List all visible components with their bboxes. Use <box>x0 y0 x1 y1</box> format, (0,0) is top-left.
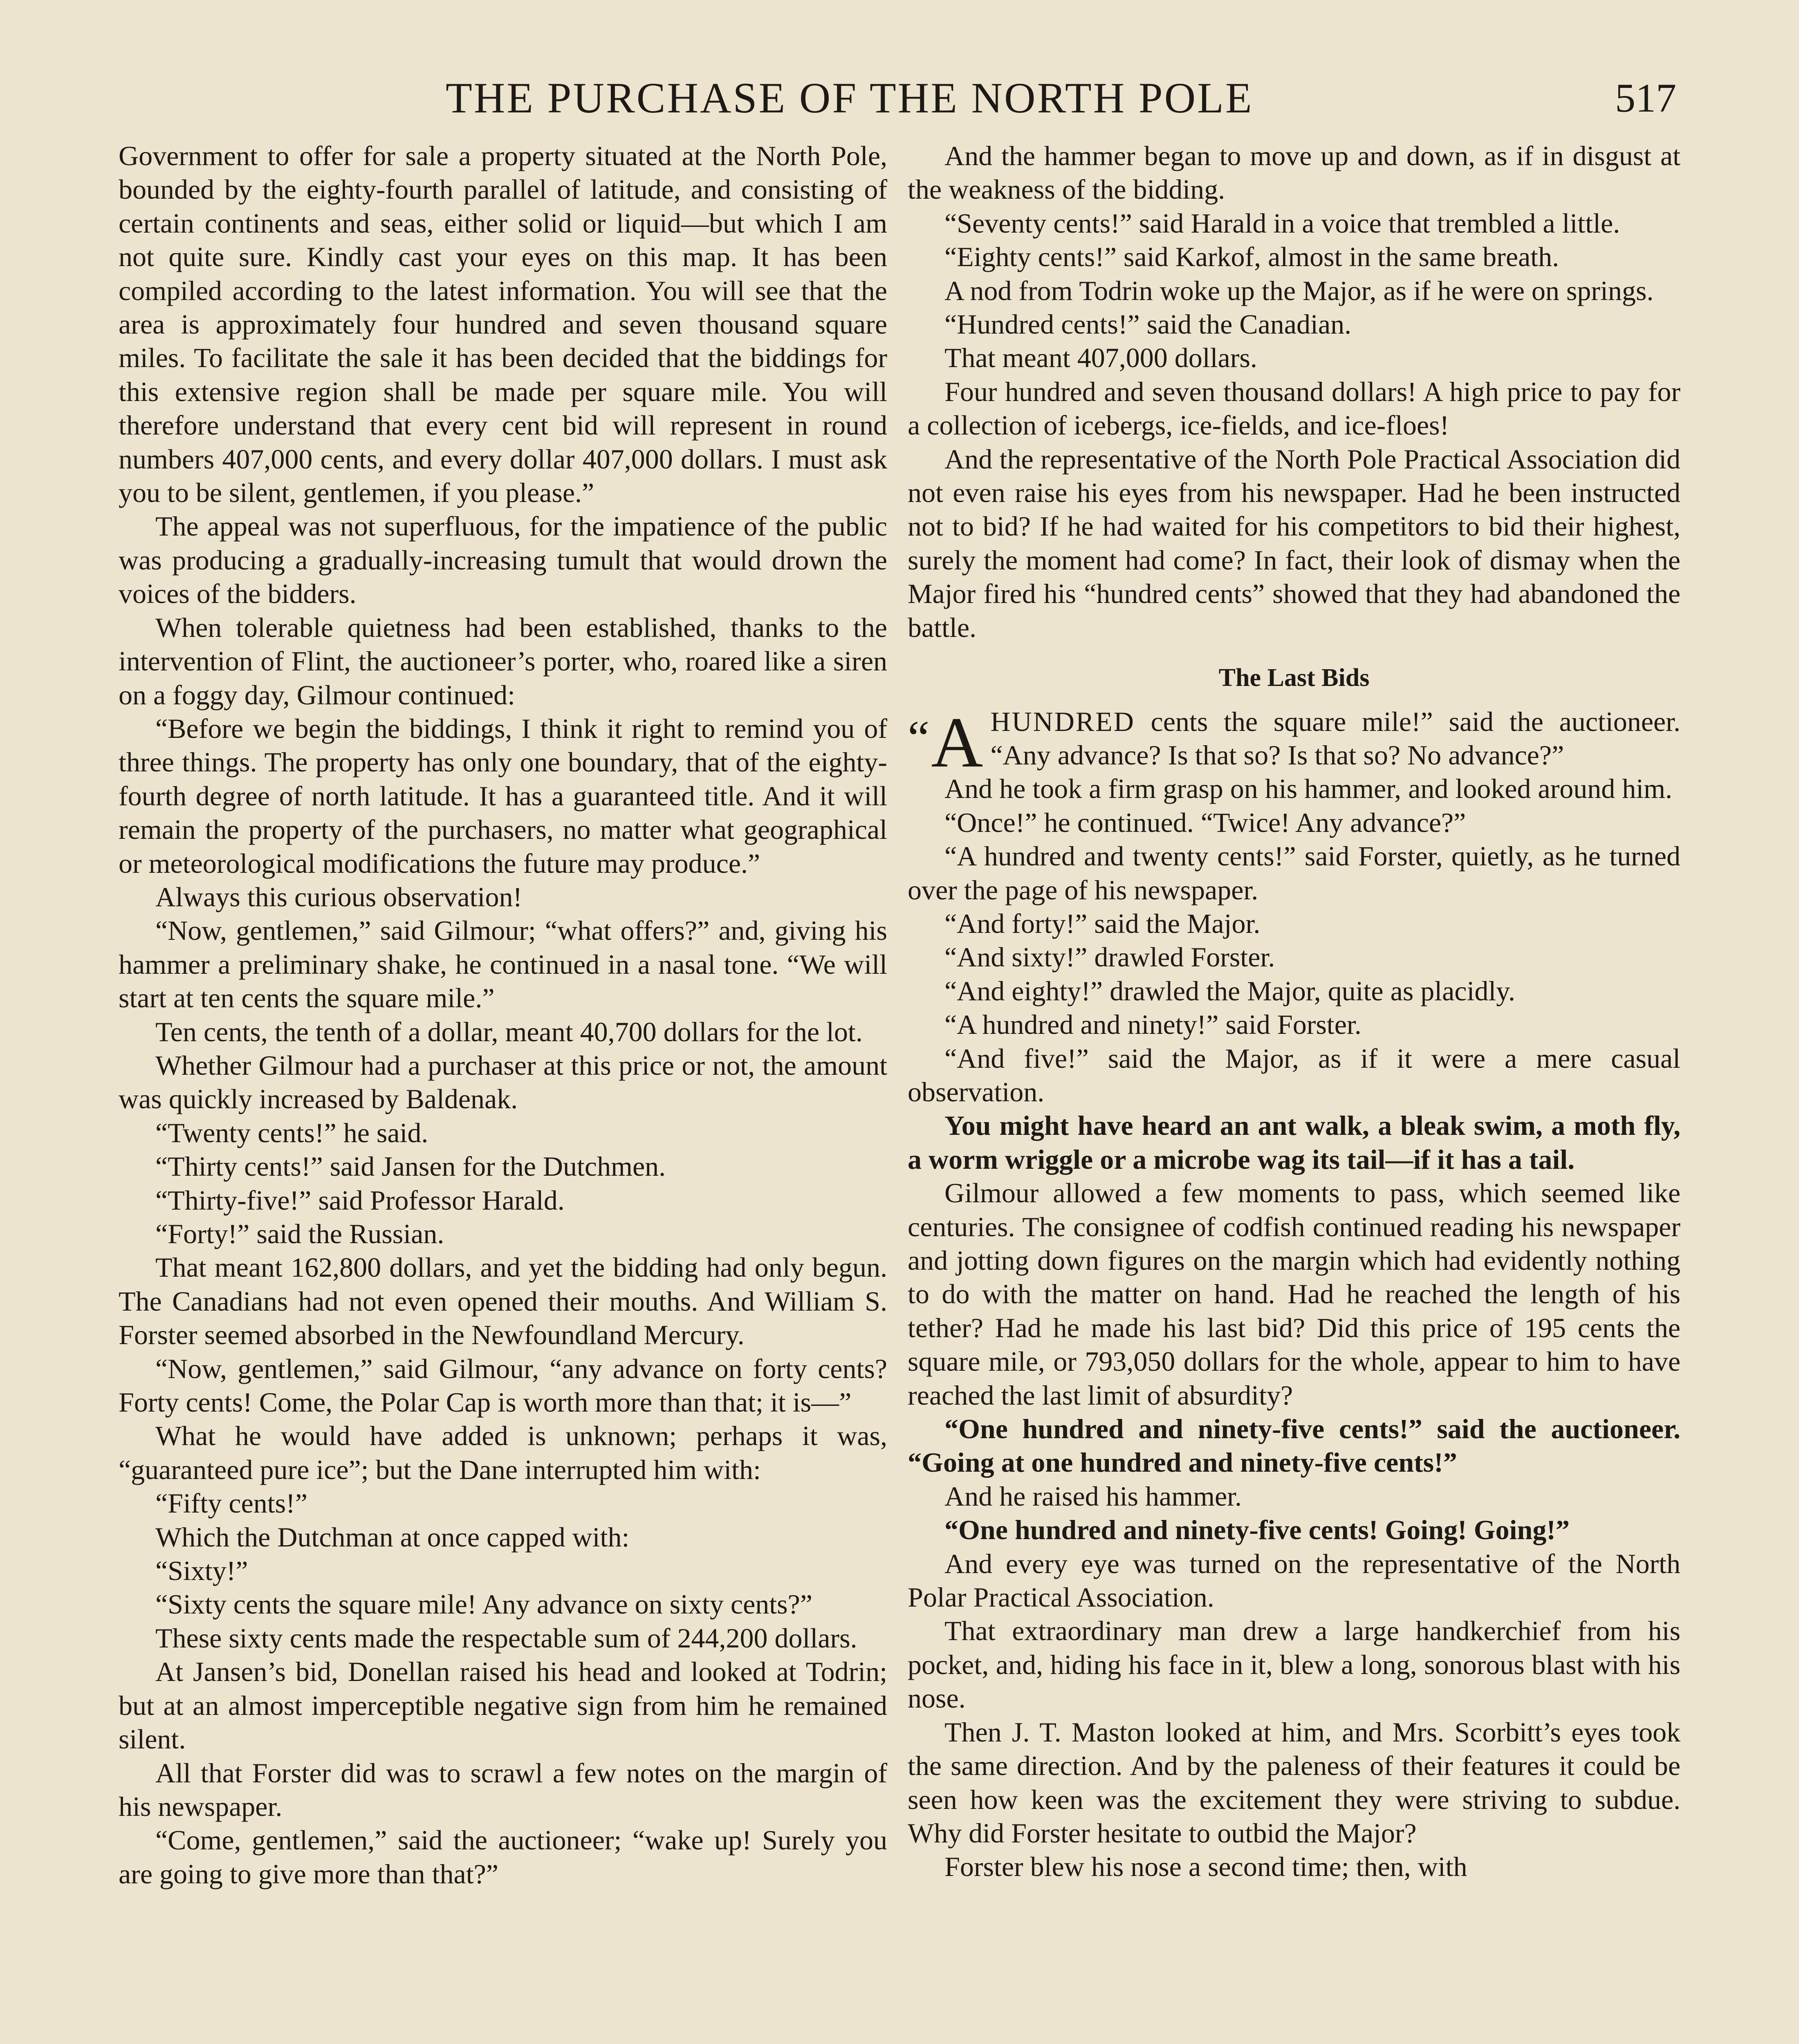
paragraph: These sixty cents made the respectable sum of 244,200 dollars. <box>155 1622 857 1654</box>
drop-cap-letter: A <box>931 702 983 782</box>
paragraph: Government to offer for sale a property situated at the North Pole, bounded by the eighty-fourth parallel of latitude, and consisting of certain continents and seas, either solid or liquid—but which I am not quite sure. Kindly cast your eyes on this map. It has been compiled according to the latest information. You will see that the area is approximately four hundred and seven thousand square miles. To facilitate the sale it has been decided that the biddings for this extensive region shall be made per square mile. You will therefore understand that every cent bid will represent in round numbers 407,000 cents, and every dollar 407,000 dollars. I must ask you to be silent, gentlemen, if you please.” <box>119 140 887 509</box>
section-heading: The Last Bids <box>1218 664 1370 692</box>
paragraph: Forster blew his nose a second time; then, with <box>944 1851 1467 1883</box>
paragraph: And he raised his hammer. <box>944 1480 1242 1512</box>
paragraph: That meant 162,800 dollars, and yet the bidding had only begun. The Canadians had not even opened their mouths. And William S. Forster seemed absorbed in the Newfoundland Mercury. <box>119 1252 887 1351</box>
paragraph: “One hundred and ninety-five cents! Going! Going!” <box>944 1514 1570 1546</box>
paragraph: Four hundred and seven thousand dollars! A high price to pay for a collection of icebergs, ice-fields, and ice-floes! <box>908 376 1680 441</box>
lead-word: HUNDRED <box>990 706 1135 737</box>
drop-cap-rest: cents the square mile!” said the auctioneer. “Any advance? Is that so? Is that so? No advance?” <box>990 706 1680 771</box>
paragraph: A nod from Todrin woke up the Major, as if he were on springs. <box>944 275 1654 306</box>
paragraph: Whether Gilmour had a purchaser at this price or not, the amount was quickly increased by Baldenak. <box>119 1049 887 1115</box>
paragraph: Which the Dutchman at once capped with: <box>155 1521 630 1553</box>
paragraph: “And sixty!” drawled Forster. <box>944 941 1275 973</box>
paragraph: That extraordinary man drew a large handkerchief from his pocket, and, hiding his face in it, blew a long, sonorous blast with his nose. <box>908 1615 1680 1714</box>
paragraph: “One hundred and ninety-five cents!” said the auctioneer. “Going at one hundred and ninety-five cents!” <box>908 1413 1680 1478</box>
paragraph: “A hundred and ninety!” said Forster. <box>944 1009 1362 1040</box>
paragraph: And the hammer began to move up and down, as if in disgust at the weakness of the bidding. <box>908 140 1680 205</box>
paragraph: You might have heard an ant walk, a bleak swim, a moth fly, a worm wriggle or a microbe wag its tail—if it has a tail. <box>908 1110 1680 1175</box>
left-column <box>119 139 887 1891</box>
paragraph: “Fifty cents!” <box>155 1488 307 1519</box>
paragraph: “Come, gentlemen,” said the auctioneer; “wake up! Surely you are going to give more than that?” <box>119 1824 887 1889</box>
paragraph: What he would have added is unknown; perhaps it was, “guaranteed pure ice”; but the Dane interrupted him with: <box>119 1420 887 1485</box>
paragraph: When tolerable quietness had been established, thanks to the intervention of Flint, the auctioneer’s porter, who, roared like a siren on a foggy day, Gilmour continued: <box>119 612 887 710</box>
paragraph: “Now, gentlemen,” said Gilmour; “what offers?” and, giving his hammer a preliminary shake, he continued in a nasal tone. “We will start at ten cents the square mile.” <box>119 915 887 1014</box>
paragraph: “Forty!” said the Russian. <box>155 1218 444 1249</box>
paragraph: And every eye was turned on the representative of the North Polar Practical Association. <box>908 1548 1680 1613</box>
paragraph: Gilmour allowed a few moments to pass, which seemed like centuries. The consignee of codfish continued reading his newspaper and jotting down figures on the margin which had evidently nothing to do with the matter on hand. Had he reached the length of his tether? Had he made his last bid? Did this price of 195 cents the square mile, or 793,050 dollars for the whole, appear to him to have reached the last limit of absurdity? <box>908 1177 1680 1411</box>
paragraph: “Once!” he continued. “Twice! Any advance?” <box>944 807 1466 838</box>
paragraph: “Thirty cents!” said Jansen for the Dutchmen. <box>155 1151 666 1182</box>
paragraph: And he took a firm grasp on his hammer, and looked around him. <box>944 773 1673 805</box>
right-column <box>908 139 1680 1884</box>
paragraph: “Hundred cents!” said the Canadian. <box>944 309 1352 340</box>
paragraph: That meant 407,000 dollars. <box>944 342 1257 374</box>
paragraph: “Twenty cents!” he said. <box>155 1117 428 1148</box>
paragraph: “And five!” said the Major, as if it were a mere casual observation. <box>908 1042 1680 1107</box>
paragraph: “And forty!” said the Major. <box>944 908 1261 939</box>
paragraph: “A hundred and twenty cents!” said Forster, quietly, as he turned over the page of his newspaper. <box>908 840 1680 905</box>
drop-cap <box>908 702 983 782</box>
paragraph: The appeal was not superfluous, for the impatience of the public was producing a gradually-increasing tumult that would drown the voices of the bidders. <box>119 511 887 610</box>
paragraph: And the representative of the North Pole Practical Association did not even raise his eyes from his newspaper. Had he been instructed not to bid? If he had waited for his competitors to bid their highest, surely the moment had come? In fact, their look of dismay when the Major fired his “hundred cents” showed that they had abandoned the battle. <box>908 443 1680 643</box>
page-title: THE PURCHASE OF THE NORTH POLE <box>446 74 1254 122</box>
paragraph: Always this curious observation! <box>155 881 523 912</box>
paragraph: “Eighty cents!” said Karkof, almost in the same breath. <box>944 241 1559 273</box>
paragraph: Ten cents, the tenth of a dollar, meant 40,700 dollars for the lot. <box>155 1016 863 1047</box>
paragraph: Then J. T. Maston looked at him, and Mrs. Scorbitt’s eyes took the same direction. And by the paleness of their features it could be seen how keen was the excitement they were striving to subdue. Why did Forster hesitate to outbid the Major? <box>908 1716 1680 1849</box>
paragraph: “Now, gentlemen,” said Gilmour, “any advance on forty cents? Forty cents! Come, the Polar Cap is worth more than that; it is—” <box>119 1353 887 1418</box>
paragraph: “Sixty!” <box>155 1555 248 1587</box>
paragraph: “Before we begin the biddings, I think it right to remind you of three things. The property has only one boundary, that of the eighty-fourth degree of north latitude. It has a guaranteed title. And it will remain the property of the purchasers, no matter what geographical or meteorological modifications the future may produce.” <box>119 713 887 879</box>
paragraph: “And eighty!” drawled the Major, quite as placidly. <box>944 975 1515 1006</box>
paragraph: “Thirty-five!” said Professor Harald. <box>155 1184 565 1216</box>
running-header <box>119 67 1676 137</box>
paragraph: “Seventy cents!” said Harald in a voice that trembled a little. <box>944 207 1620 239</box>
page-number: 517 <box>1615 75 1676 121</box>
drop-cap-quote: “ <box>908 710 930 765</box>
paragraph: All that Forster did was to scrawl a few notes on the margin of his newspaper. <box>119 1757 887 1822</box>
paragraph: “Sixty cents the square mile! Any advance on sixty cents?” <box>155 1589 812 1620</box>
paragraph: At Jansen’s bid, Donellan raised his head and looked at Todrin; but at an almost imperceptible negative sign from him he remained silent. <box>119 1656 887 1755</box>
drop-cap-paragraph <box>908 702 1680 782</box>
